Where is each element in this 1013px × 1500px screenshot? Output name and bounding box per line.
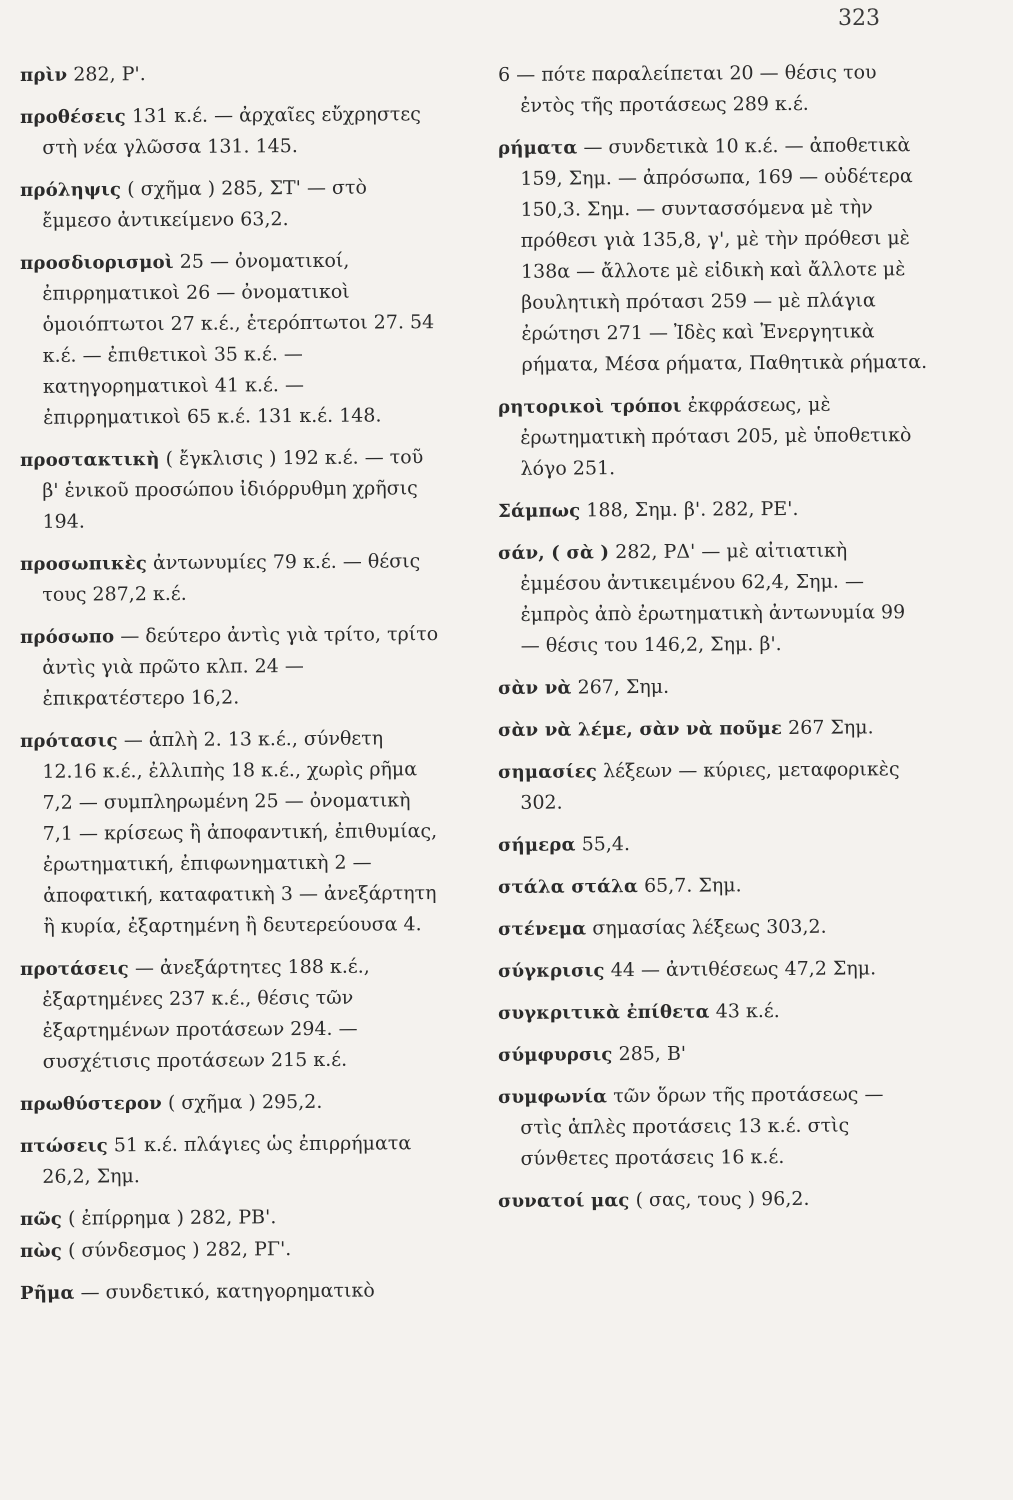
- entry-text: 43 κ.έ.: [715, 1000, 780, 1023]
- entry-text: ( ἔγκλισις ) 192 κ.έ. — τοῦ β' ἑνικοῦ προσώπου ἰδιόρρυθμη χρῆσις 194.: [42, 446, 424, 533]
- entry-headword: προτάσεις: [20, 958, 129, 980]
- entry-text: ( σχῆμα ) 285, ΣΤ' — στὸ ἔμμεσο ἀντικείμενο 63,2.: [42, 176, 367, 232]
- index-entry: [498, 911, 928, 945]
- index-entry: [20, 1233, 440, 1267]
- index-entry: [498, 493, 928, 527]
- entry-headword: πρότασις: [20, 730, 118, 752]
- entry-text: 6 — πότε παραλείπεται 20 — θέσις του ἐντὸς τῆς προτάσεως 289 κ.έ.: [498, 61, 877, 117]
- entry-text: ἐκφράσεως, μὲ ἐρωτηματικὴ πρότασι 205, μὲ ὑποθετικὸ λόγο 251.: [520, 393, 912, 480]
- index-entry: [20, 172, 440, 237]
- entry-headword: σημασίες: [498, 761, 598, 783]
- entry-text: — συνδετικό, κατηγορηματικὸ: [80, 1279, 375, 1304]
- entry-headword: σὰν νὰ: [498, 677, 572, 699]
- entry-headword: σύμφυρσις: [498, 1044, 613, 1066]
- index-entry: [20, 546, 440, 611]
- index-entry: [498, 712, 928, 746]
- entry-headword: προσωπικὲς: [20, 553, 148, 575]
- entry-text: 51 κ.έ. πλάγιες ὡς ἐπιρρήματα 26,2, Σημ.: [42, 1132, 412, 1188]
- entry-headword: προσδιορισμοὶ: [20, 251, 174, 274]
- entry-text: ἀντωνυμίες 79 κ.έ. — θέσις τους 287,2 κ.έ.: [42, 550, 421, 606]
- index-entry: [498, 1037, 928, 1071]
- entry-text: 25 — ὀνοματικοί, ἐπιρρηματικοὶ 26 — ὀνοματικοὶ ὁμοιόπτωτοι 27 κ.έ., ἑτερόπτωτοι 27. 54 κ.έ. — ἐπιθετικοὶ 35 κ.έ. — κατηγορηματικοὶ 41 κ.έ. — ἐπιρρηματικοὶ 65 κ.έ. 131 κ.έ. 148.: [42, 249, 435, 429]
- index-entry: [20, 1275, 440, 1309]
- index-entry: [498, 754, 928, 819]
- index-entry: [20, 1086, 440, 1120]
- index-entry: [20, 57, 440, 91]
- entry-text: ( ἐπίρρημα ) 282, ΡΒ'.: [67, 1206, 277, 1230]
- index-entry: [498, 389, 929, 485]
- entry-text: — δεύτερο ἀντὶς γιὰ τρίτο, τρίτο ἀντὶς γιὰ πρῶτο κλπ. 24 — ἐπικρατέστερο 16,2.: [42, 623, 439, 710]
- entry-text: 282, ΡΔ' — μὲ αἰτιατικὴ ἐμμέσου ἀντικειμένου 62,4, Σημ. — ἐμπρὸς ἀπὸ ἐρωτηματικὴ ἀντωνυμία 99 — θέσις του 146,2, Σημ. β'.: [520, 539, 906, 657]
- index-entry: [498, 869, 928, 903]
- entry-text: 44 — ἀντιθέσεως 47,2 Σημ.: [610, 957, 877, 982]
- entry-headword: πτώσεις: [20, 1135, 108, 1157]
- index-entry: [498, 1079, 929, 1175]
- entry-headword: πρὶν: [20, 64, 68, 86]
- entry-text: — ἀνεξάρτητες 188 κ.έ., ἐξαρτημένες 237 κ.έ., θέσις τῶν ἐξαρτημένων προτάσεων 294. — συσχέτισις προτάσεων 215 κ.έ.: [42, 955, 370, 1073]
- index-entry: [20, 99, 440, 164]
- entry-text: 267 Σημ.: [788, 716, 874, 739]
- index-entry-continued: [498, 57, 928, 122]
- entry-text: σημασίας λέξεως 303,2.: [592, 915, 827, 940]
- index-entry: [498, 827, 928, 861]
- index-entry: [498, 953, 928, 987]
- entry-headword: Ρῆμα: [20, 1282, 75, 1304]
- entry-headword: στάλα στάλα: [498, 876, 639, 898]
- entry-headword: συνατοί μας: [498, 1190, 630, 1212]
- entry-headword: πῶς: [20, 1208, 63, 1230]
- index-entry: [498, 1183, 928, 1217]
- entry-headword: σήμερα: [498, 834, 576, 856]
- entry-text: 282, Ρ'.: [73, 63, 146, 86]
- entry-headword: πρόληψις: [20, 179, 122, 201]
- entry-text: 65,7. Σημ.: [643, 874, 742, 897]
- entry-headword: σάν, ( σὰ ): [498, 542, 610, 564]
- index-entry: [498, 535, 929, 662]
- index-entry: [498, 995, 928, 1029]
- entry-text: 285, Β': [618, 1042, 687, 1066]
- entry-headword: ρητορικοὶ τρόποι: [498, 395, 682, 418]
- entry-text: λέξεων — κύριες, μεταφορικὲς 302.: [520, 758, 900, 814]
- entry-headword: συγκριτικὰ ἐπίθετα: [498, 1001, 710, 1024]
- entry-text: 188, Σημ. β'. 282, ΡΕ'.: [586, 497, 799, 522]
- entry-text: ( σύνδεσμος ) 282, ΡΓ'.: [67, 1238, 292, 1262]
- entry-headword: πρόσωπο: [20, 626, 115, 648]
- entry-headword: ρήματα: [498, 137, 578, 159]
- index-entry: [20, 442, 441, 538]
- entry-text: ( σας, τους ) 96,2.: [635, 1187, 810, 1212]
- entry-text: — συνδετικὰ 10 κ.έ. — ἀποθετικὰ 159, Σημ. — ἀπρόσωπα, 169 — οὐδέτερα 150,3. Σημ. — συντασσόμενα μὲ τὴν πρόθεσι γιὰ 135,8, γ', μὲ τὴν πρόθεσι μὲ 138α — ἄλλοτε μὲ εἰδικὴ καὶ ἄλλοτε μὲ βουλητικὴ πρότασι 259 — μὲ πλάγια ἐρώτησι 271 — Ἰδὲς καὶ Ἐνεργητικὰ ρήματα, Μέσα ρήματα, Παθητικὰ ρήματα.: [520, 134, 928, 376]
- entry-headword: σύγκρισις: [498, 960, 605, 982]
- entry-headword: συμφωνία: [498, 1086, 608, 1108]
- left-column: [20, 60, 440, 1320]
- entry-text: 131 κ.έ. — ἀρχαῖες εὔχρηστες στὴ νέα γλῶσσα 131. 145.: [42, 103, 421, 159]
- entry-text: 267, Σημ.: [577, 675, 670, 699]
- index-entry: [20, 1128, 440, 1193]
- index-entry: [20, 245, 441, 434]
- index-entry: [498, 130, 930, 381]
- entry-headword: προστακτικὴ: [20, 449, 160, 471]
- entry-text: ( σχῆμα ) 295,2.: [167, 1090, 323, 1114]
- index-entry: [20, 951, 441, 1078]
- right-column: [498, 60, 928, 1228]
- entry-headword: Σάμπως: [498, 500, 581, 522]
- index-entry: [20, 1201, 440, 1235]
- index-entry: [498, 670, 928, 704]
- entry-headword: πὼς: [20, 1240, 63, 1262]
- entry-text: τῶν ὅρων τῆς προτάσεως — στὶς ἁπλὲς προτάσεις 13 κ.έ. στὶς σύνθετες προτάσεις 16 κ.έ.: [520, 1083, 884, 1170]
- entry-text: — ἁπλὴ 2. 13 κ.έ., σύνθετη 12.16 κ.έ., ἐλλιπὴς 18 κ.έ., χωρὶς ρῆμα 7,2 — συμπληρωμένη 25 — ὀνοματικὴ 7,1 — κρίσεως ἢ ἀποφαντική, ἐπιθυμίας, ἐρωτηματική, ἐπιφωνηματικὴ 2 — ἀποφατική, καταφατικὴ 3 — ἀνεξάρτητη ἢ κυρία, ἐξαρτημένη ἢ δευτερεύουσα 4.: [42, 727, 438, 938]
- index-entry: [20, 619, 441, 715]
- page-number: 323: [838, 6, 880, 31]
- index-entry: [20, 723, 442, 943]
- entry-text: 55,4.: [581, 833, 631, 856]
- entry-headword: σὰν νὰ λέμε, σὰν νὰ ποῦμε: [498, 718, 783, 741]
- entry-headword: πρωθύστερον: [20, 1093, 162, 1115]
- entry-headword: προθέσεις: [20, 106, 126, 128]
- entry-headword: στένεμα: [498, 918, 587, 940]
